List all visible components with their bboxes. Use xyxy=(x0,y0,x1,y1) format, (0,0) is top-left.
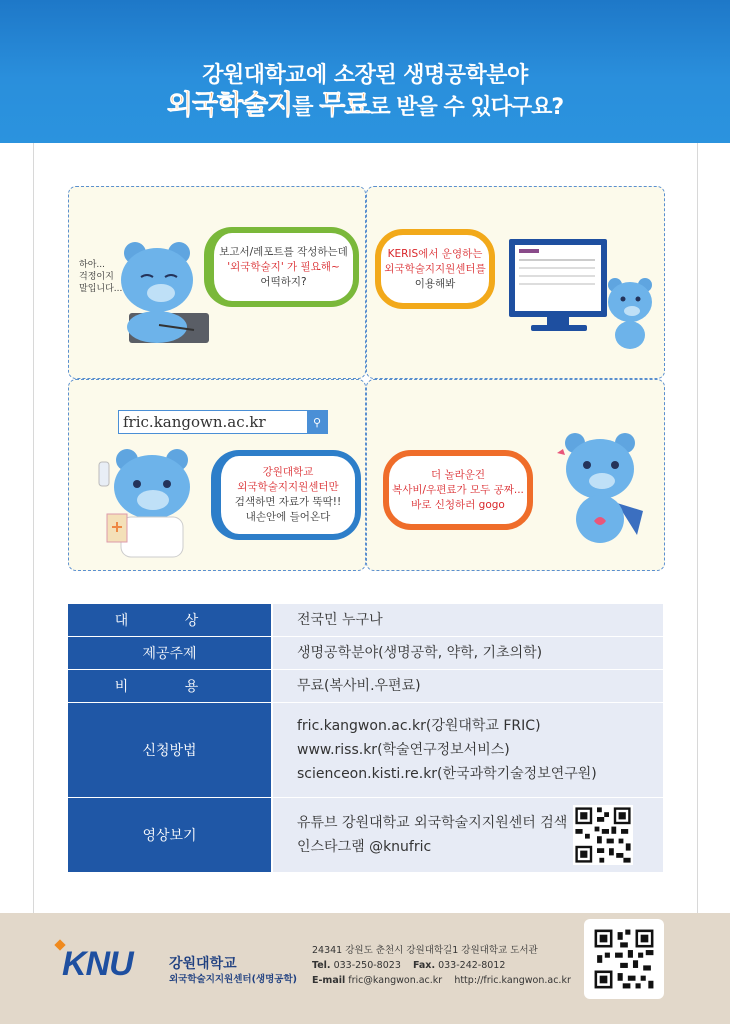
bear-thinking-illustration xyxy=(99,235,209,345)
bubble-line: 복사비/우편료가 모두 공짜... xyxy=(392,483,524,496)
speech-bubble-blue xyxy=(211,450,361,540)
side-text-line: 하아... xyxy=(79,260,105,270)
bubble-line: 어떡하지? xyxy=(260,275,307,288)
header-subtitle: 강원대학교에 소장된 생명공학분야 xyxy=(202,63,528,88)
bubble-line: 내손안에 들어온다 xyxy=(245,511,331,523)
title-text-1: 를 xyxy=(292,95,320,120)
comic-panel-1 xyxy=(68,186,366,379)
computer-monitor-illustration xyxy=(507,237,662,352)
email-link[interactable]: fric@kangwon.ac.kr xyxy=(348,975,443,986)
row-key xyxy=(68,670,273,702)
center-name: 외국학술지지원센터(생명공학) xyxy=(169,974,297,985)
fax-label: Fax. xyxy=(412,960,436,971)
fax-value: 033-242-8012 xyxy=(438,960,506,971)
side-text-line: 말입니다... xyxy=(79,284,123,294)
table-row xyxy=(68,703,663,798)
bear-doctor-illustration xyxy=(89,442,209,567)
phone-line xyxy=(312,958,571,973)
speech-bubble-orange xyxy=(383,450,533,530)
knu-logo xyxy=(62,945,297,985)
speech-bubble-green xyxy=(204,227,359,307)
table-row xyxy=(68,637,663,670)
logo-mark: KNU xyxy=(62,945,133,983)
table-row xyxy=(68,670,663,703)
search-box xyxy=(118,410,328,434)
address-text: 24341 강원도 춘천시 강원대학길1 강원대학교 도서관 xyxy=(312,945,538,956)
bubble-line: 이용해봐 xyxy=(414,277,456,290)
comic-panel-2 xyxy=(366,186,665,379)
row-value-line: 전국민 누구나 xyxy=(297,612,383,628)
bubble-line: 외국학술지지원센터만 xyxy=(237,481,339,493)
bear-excited-illustration xyxy=(547,425,657,550)
row-value-line[interactable]: scienceon.kisti.re.kr(한국과학기술정보연구원) xyxy=(297,766,597,782)
search-input-text: fric.kangown.ac.kr xyxy=(123,413,266,431)
title-highlight-journal: 외국학술지 xyxy=(166,90,293,121)
row-key xyxy=(68,798,273,872)
contact-info xyxy=(312,943,571,988)
website-link[interactable]: http://fric.kangwon.ac.kr xyxy=(454,975,571,986)
title-highlight-free: 무료 xyxy=(319,90,370,121)
side-text-line: 걱정이지 xyxy=(79,272,114,282)
row-key-text: 비 용 xyxy=(114,679,225,695)
university-name: 강원대학교 xyxy=(169,956,237,972)
row-key xyxy=(68,637,273,669)
comic-grid xyxy=(68,186,665,571)
bubble-line: 검색하면 자료가 뚝딱!! xyxy=(234,496,342,508)
title-text-2: 로 받을 수 있다구요? xyxy=(369,95,564,120)
bubble-line: 보고서/레포트를 작성하는데 xyxy=(219,245,348,258)
info-table xyxy=(68,604,663,873)
row-value-line: 생명공학분야(생명공학, 약학, 기초의학) xyxy=(297,645,543,661)
row-key-text: 제공주제 xyxy=(142,646,197,662)
left-border-line xyxy=(33,143,34,913)
row-key xyxy=(68,604,273,636)
row-value xyxy=(273,670,663,702)
search-icon: ⚲ xyxy=(307,411,327,433)
row-key xyxy=(68,703,273,797)
email-label: E-mail xyxy=(312,975,346,986)
tel-label: Tel. xyxy=(312,960,331,971)
email-line xyxy=(312,973,571,988)
table-row xyxy=(68,604,663,637)
tel-value: 033-250-8023 xyxy=(333,960,401,971)
right-border-line xyxy=(697,143,698,913)
bubble-line: 강원대학교 xyxy=(262,466,314,478)
bubble-line: 외국학술지지원센터를 xyxy=(384,262,486,275)
row-value-line: 무료(복사비.우편료) xyxy=(297,678,421,694)
row-value-line[interactable]: fric.kangwon.ac.kr(강원대학교 FRIC) xyxy=(297,718,541,734)
speech-bubble-yellow xyxy=(375,229,495,309)
footer-qr-code-icon[interactable] xyxy=(584,919,664,999)
table-row xyxy=(68,798,663,873)
row-value xyxy=(273,703,663,797)
bubble-line: KERIS에서 운영하는 xyxy=(387,247,483,260)
bubble-line: '외국학술지' 가 필요해~ xyxy=(227,260,340,273)
comic-panel-4 xyxy=(366,379,665,571)
header-title xyxy=(0,88,730,126)
video-qr-code-icon[interactable] xyxy=(573,805,633,865)
row-value-line: 유튜브 강원대학교 외국학술지지원센터 검색 xyxy=(297,815,568,831)
bubble-line: 바로 신청하러 gogo xyxy=(411,498,505,511)
row-key-text: 영상보기 xyxy=(142,828,197,844)
row-value xyxy=(273,604,663,636)
row-value-line[interactable]: www.riss.kr(학술연구정보서비스) xyxy=(297,742,510,758)
comic-panel-3 xyxy=(68,379,366,571)
row-value xyxy=(273,637,663,669)
bubble-line: 더 놀라운건 xyxy=(430,468,486,481)
row-key-text: 신청방법 xyxy=(142,743,197,759)
row-key-text: 대 상 xyxy=(114,613,225,629)
row-value-line: 인스타그램 @knufric xyxy=(297,839,432,855)
